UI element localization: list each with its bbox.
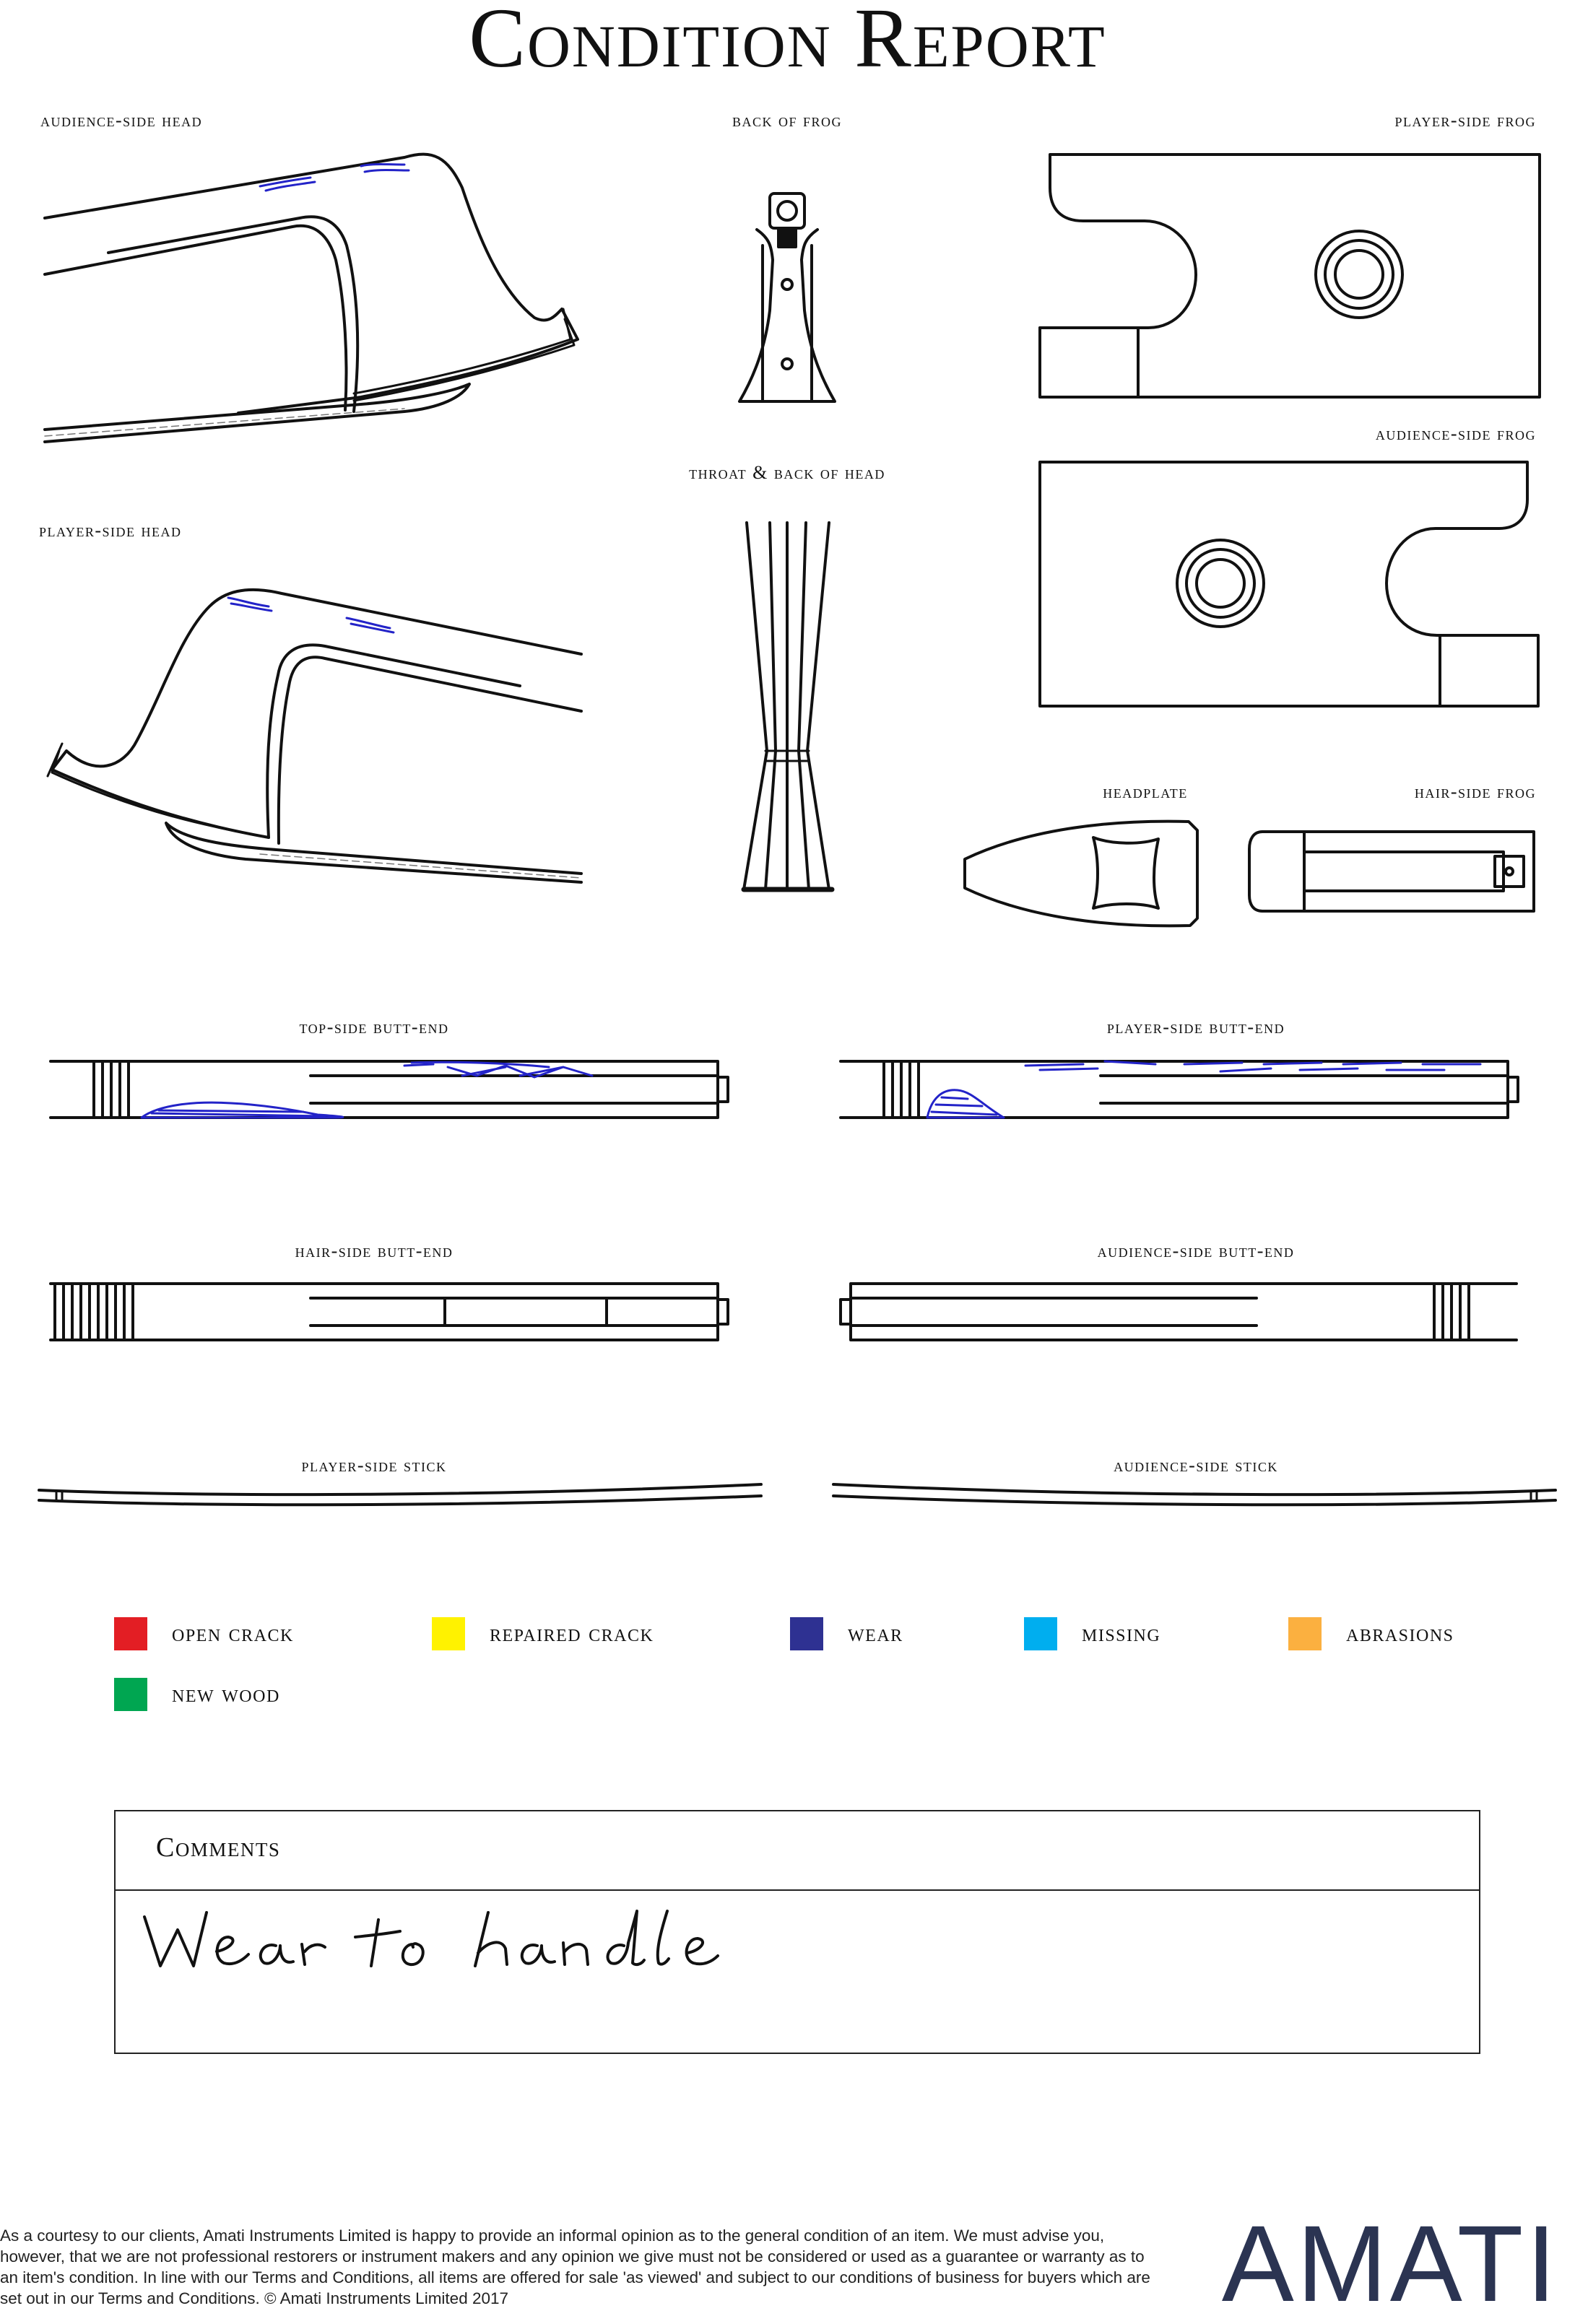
page-title: Condition Report: [469, 0, 1106, 85]
label-hair-side-butt-end: hair-side butt-end: [295, 1240, 454, 1261]
label-audience-side-butt-end: audience-side butt-end: [1097, 1240, 1295, 1261]
hair-side-butt-end-drawing: [51, 1284, 728, 1340]
legend-label: new wood: [172, 1681, 280, 1707]
legend-swatch-navy: [790, 1617, 823, 1650]
legend-item-wear: [790, 1617, 903, 1650]
player-side-stick-drawing: [39, 1484, 761, 1505]
throat-back-of-head-drawing: [744, 523, 832, 889]
label-player-side-head: player-side head: [39, 520, 182, 541]
hair-side-frog-drawing: [1249, 832, 1534, 911]
back-of-frog-drawing: [739, 193, 835, 401]
legend-swatch-orange: [1288, 1617, 1322, 1650]
legend-swatch-red: [114, 1617, 147, 1650]
label-player-side-stick: player-side stick: [301, 1455, 447, 1476]
comments-title: Comments: [156, 1832, 281, 1863]
legend-label: repaired crack: [490, 1620, 654, 1647]
player-side-head-drawing: [48, 590, 581, 882]
amati-logo: AMATI: [1221, 2203, 1559, 2324]
audience-side-butt-end-drawing: [841, 1284, 1517, 1340]
legend-item-abrasions: [1288, 1617, 1454, 1650]
legend-item-repaired-crack: [432, 1617, 654, 1650]
label-back-of-frog: back of frog: [732, 110, 843, 131]
label-player-side-butt-end: player-side butt-end: [1106, 1017, 1285, 1037]
comments-header: [116, 1811, 1479, 1891]
audience-side-stick-drawing: [833, 1484, 1556, 1505]
comments-box: [114, 1810, 1480, 2054]
legend-swatch-cyan: [1024, 1617, 1057, 1650]
headplate-drawing: [965, 822, 1197, 926]
label-hair-side-frog: hair-side frog: [1414, 781, 1536, 802]
legend-label: missing: [1082, 1620, 1161, 1647]
label-top-side-butt-end: top-side butt-end: [299, 1017, 449, 1037]
top-side-butt-end-drawing: [51, 1061, 728, 1118]
legend-label: abrasions: [1346, 1620, 1454, 1647]
label-audience-side-stick: audience-side stick: [1114, 1455, 1278, 1476]
legend-item-missing: [1024, 1617, 1160, 1650]
legend-swatch-green: [114, 1678, 147, 1711]
label-throat-back-of-head: throat & back of head: [689, 462, 885, 483]
disclaimer-text: As a courtesy to our clients, Amati Instruments Limited is happy to provide an informal opinion as to the general condition of an item. We must advise you, however, that we are not professional restorers or instrument makers and any opinion we give must not be considered or used as a guarantee or warranty as to an item's condition. In line with our Terms and Conditions, all items are offered for sale 'as viewed' and subject to our conditions of business for buyers which are set out in our Terms and Conditions. © Amati Instruments Limited 2017: [0, 2227, 1150, 2307]
audience-side-head-drawing: [45, 155, 578, 442]
player-side-frog-drawing: [1040, 155, 1540, 397]
audience-side-frog-drawing: [1040, 462, 1538, 706]
label-audience-side-frog: audience-side frog: [1375, 423, 1536, 444]
label-headplate: headplate: [1103, 781, 1188, 802]
legend-item-new-wood: [114, 1678, 280, 1711]
label-audience-side-head: audience-side head: [40, 110, 203, 131]
legend-label: wear: [848, 1620, 903, 1647]
legend-item-open-crack: [114, 1617, 294, 1650]
legend-swatch-yellow: [432, 1617, 465, 1650]
label-player-side-frog: player-side frog: [1394, 110, 1536, 131]
handwritten-comment: [116, 1891, 1479, 2053]
legend-label: open crack: [172, 1620, 294, 1647]
